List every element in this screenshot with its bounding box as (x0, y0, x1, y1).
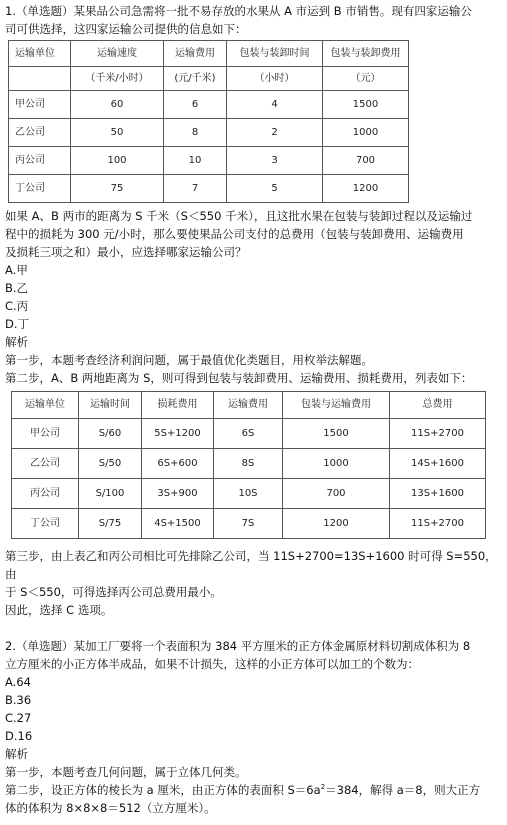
q2-option-c: C.27 (5, 711, 32, 725)
q1-cost-cell: S/50 (79, 449, 142, 479)
q1-cost-cell: S/100 (79, 479, 142, 509)
q1-cost-cell: S/60 (79, 419, 142, 449)
q1-cost-cell: 7S (214, 509, 283, 539)
q2-step-2-superscript: 2 (320, 783, 326, 792)
q1-option-d: D.丁 (5, 317, 30, 331)
q2-step-2-line-2: 体的体积为 8×8×8＝512（立方厘米）。 (5, 801, 216, 815)
table-row (12, 419, 486, 449)
q1-cost-header-cell: 运输单位 (12, 392, 79, 419)
q1-cost-cell: 3S+900 (142, 479, 214, 509)
q2-intro-line-1: 2.（单选题）某加工厂要将一个表面积为 384 平方厘米的正方体金属原材料切割成体积为 8 (5, 639, 471, 653)
q1-cell: 丙公司 (9, 147, 71, 175)
q1-option-a: A.甲 (5, 263, 28, 277)
q1-unit-cell (9, 67, 71, 91)
q1-cell: 10 (164, 147, 227, 175)
q1-cost-header-cell: 包装与运输费用 (283, 392, 390, 419)
q1-cell: 75 (71, 175, 164, 203)
table-row (12, 509, 486, 539)
q1-cell: 4 (227, 91, 323, 119)
q1-cost-cell: 6S (214, 419, 283, 449)
table-row (9, 147, 409, 175)
q1-cell: 5 (227, 175, 323, 203)
q1-cell: 乙公司 (9, 119, 71, 147)
q1-cell: 700 (323, 147, 409, 175)
q1-header-cell: 包装与装卸时间 (227, 41, 323, 67)
table-row (9, 119, 409, 147)
q1-header-cell: 运输费用 (164, 41, 227, 67)
q1-cost-cell: S/75 (79, 509, 142, 539)
q1-step-3-line-1: 第三步，由上表乙和丙公司相比可先排除乙公司，当 11S+2700=13S+1600 时可得 S=550，由 (5, 549, 497, 581)
q1-step-1: 第一步，本题考查经济利润问题，属于最值优化类题目，用枚举法解题。 (5, 353, 373, 367)
q1-cost-cell: 丙公司 (12, 479, 79, 509)
q2-analysis-label: 解析 (5, 747, 28, 761)
q1-info-table (8, 40, 409, 203)
q1-cost-cell: 6S+600 (142, 449, 214, 479)
q2-step-2-text-a: 第二步，设正方体的棱长为 a 厘米，由正方体的表面积 S＝6a (5, 783, 321, 797)
q1-cost-cell: 11S+2700 (390, 419, 486, 449)
q1-cell: 7 (164, 175, 227, 203)
q1-analysis-label: 解析 (5, 335, 28, 349)
q1-question-line-1: 如果 A、B 两市的距离为 S 千米（S＜550 千米），且这批水果在包装与装卸过程以及运输过 (5, 209, 473, 223)
q1-cost-cell: 11S+2700 (390, 509, 486, 539)
q1-unit-cell: （千米/小时） (71, 67, 164, 91)
q1-intro-line-1: 1.（单选题）某果品公司急需将一批不易存放的水果从 A 市运到 B 市销售。现有四家运输公 (5, 4, 472, 18)
q1-header-cell: 运输单位 (9, 41, 71, 67)
q1-cost-cell: 10S (214, 479, 283, 509)
q1-intro-line-2: 司可供选择，这四家运输公司提供的信息如下： (5, 22, 247, 36)
q1-cell: 2 (227, 119, 323, 147)
q1-cell: 60 (71, 91, 164, 119)
q1-option-b: B.乙 (5, 281, 29, 295)
q1-cost-header-cell: 运输费用 (214, 392, 283, 419)
q1-cell: 100 (71, 147, 164, 175)
q1-cost-cell: 8S (214, 449, 283, 479)
q1-option-c: C.丙 (5, 299, 29, 313)
q2-option-b: B.36 (5, 693, 32, 707)
question-gap (5, 619, 502, 637)
q1-cost-cell: 14S+1600 (390, 449, 486, 479)
table-row (12, 449, 486, 479)
table-row (9, 175, 409, 203)
q1-unit-cell: （元） (323, 67, 409, 91)
q2-option-a: A.64 (5, 675, 31, 689)
q1-step-3-line-2: 于 S＜550，可得选择丙公司总费用最小。 (5, 585, 222, 599)
q1-table-units-row (9, 67, 409, 91)
q1-cost-cell: 13S+1600 (390, 479, 486, 509)
table-row (9, 91, 409, 119)
q1-unit-cell: （小时） (227, 67, 323, 91)
q1-cost-header-row (12, 392, 486, 419)
q1-cost-cell: 700 (283, 479, 390, 509)
q1-question-line-2: 程中的损耗为 300 元/小时，那么要使果品公司支付的总费用（包装与装卸费用、运输费用 (5, 227, 464, 241)
q1-cost-cell: 1200 (283, 509, 390, 539)
q1-cell: 8 (164, 119, 227, 147)
q2-step-2-line-1 (5, 781, 502, 799)
q1-step-2: 第二步，A、B 两地距离为 S，则可得到包装与装卸费用、运输费用、损耗费用，列表如下： (5, 371, 473, 385)
q1-table-header-row (9, 41, 409, 67)
q1-cell: 1500 (323, 91, 409, 119)
q1-cost-cell: 5S+1200 (142, 419, 214, 449)
q1-cell: 甲公司 (9, 91, 71, 119)
q1-cost-header-cell: 总费用 (390, 392, 486, 419)
q1-conclusion: 因此，选择 C 选项。 (5, 603, 113, 617)
q1-cell: 丁公司 (9, 175, 71, 203)
q1-header-cell: 运输速度 (71, 41, 164, 67)
q1-cell: 50 (71, 119, 164, 147)
q2-step-2-text-b: ＝384，解得 a＝8，则大正方 (325, 783, 481, 797)
q1-cost-cell: 甲公司 (12, 419, 79, 449)
q1-cell: 3 (227, 147, 323, 175)
q1-cost-cell: 乙公司 (12, 449, 79, 479)
table-row (12, 479, 486, 509)
q1-unit-cell: (元/千米) (164, 67, 227, 91)
q2-intro-line-2: 立方厘米的小正方体半成品，如果不计损失，这样的小正方体可以加工的个数为： (5, 657, 419, 671)
q2-step-1: 第一步，本题考查几何问题，属于立体几何类。 (5, 765, 247, 779)
q1-cost-cell: 丁公司 (12, 509, 79, 539)
q1-cell: 1200 (323, 175, 409, 203)
q1-cost-cell: 1000 (283, 449, 390, 479)
q2-option-d: D.16 (5, 729, 33, 743)
q1-cell: 6 (164, 91, 227, 119)
q1-cost-header-cell: 运输时间 (79, 392, 142, 419)
q1-cost-cell: 1500 (283, 419, 390, 449)
q1-cost-table (11, 391, 486, 539)
q1-cell: 1000 (323, 119, 409, 147)
q1-question-line-3: 及损耗三项之和）最小，应选择哪家运输公司？ (5, 245, 247, 259)
q1-header-cell: 包装与装卸费用 (323, 41, 409, 67)
q1-cost-cell: 4S+1500 (142, 509, 214, 539)
q1-cost-header-cell: 损耗费用 (142, 392, 214, 419)
